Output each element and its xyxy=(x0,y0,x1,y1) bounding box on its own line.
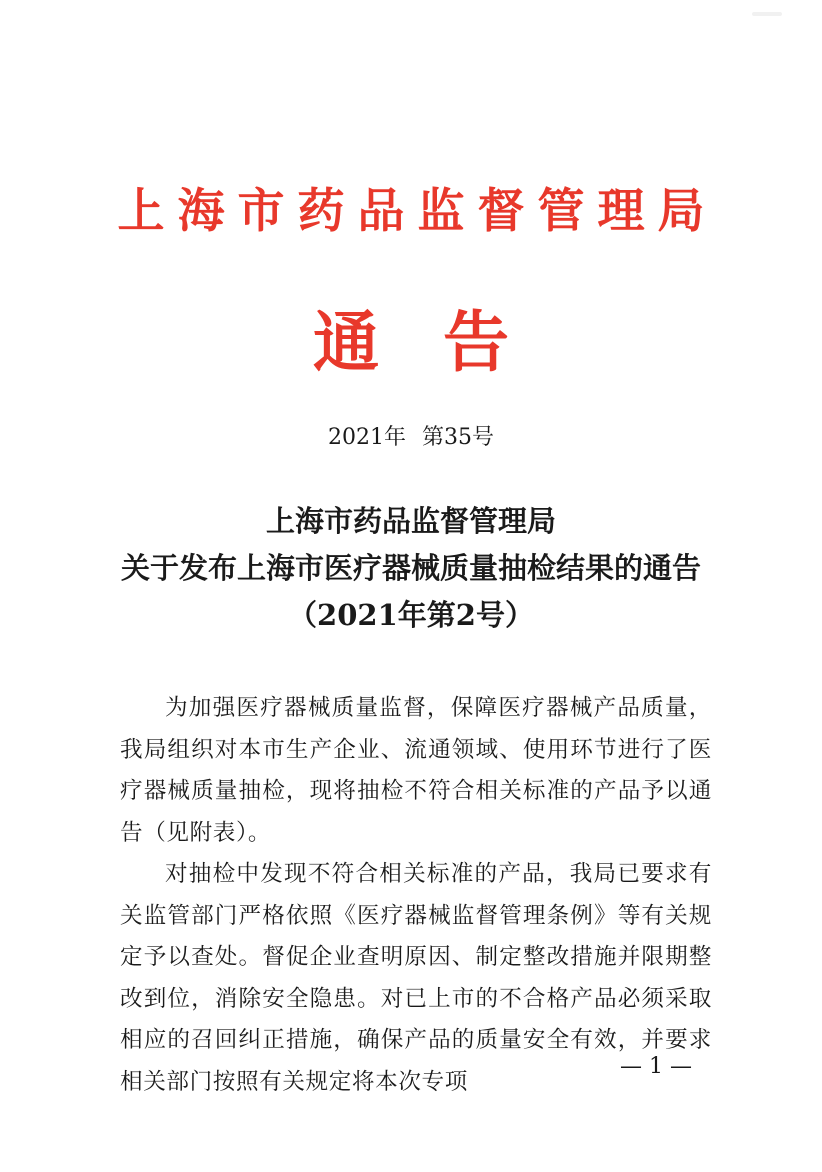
document-type-heading: 通告 xyxy=(313,303,573,381)
body-paragraph-1: 为加强医疗器械质量监督，保障医疗器械产品质量，我局组织对本市生产企业、流通领域、使用环节进行了医疗器械质量抽检，现将抽检不符合相关标准的产品予以通告（见附表）。 xyxy=(120,695,712,846)
title-line-3: （2021年第2号） xyxy=(288,598,534,632)
body-paragraph-2: 对抽检中发现不符合相关标准的产品，我局已要求有关监管部门严格依照《医疗器械监督管理条例》等有关规定予以查处。督促企业查明原因、制定整改措施并限期整改到位，消除安全隐患。对已上市的不合格产品必须采取相应的召回纠正措施，确保产品的质量安全有效，并要求相关部门按照有关规定将本次专项 xyxy=(120,861,712,1095)
notice-title xyxy=(0,498,822,639)
agency-header: 上海市药品监督管理局 xyxy=(117,184,718,239)
document-number xyxy=(0,423,822,453)
title-line-2: 关于发布上海市医疗器械质量抽检结果的通告 xyxy=(120,551,701,585)
scan-artifact xyxy=(752,12,782,16)
title-line-1: 上海市药品监督管理局 xyxy=(265,504,556,538)
document-year: 2021年 xyxy=(328,425,406,450)
document-serial: 第35号 xyxy=(422,425,494,450)
notice-body xyxy=(120,688,712,1103)
page-number: — 1 — xyxy=(620,1054,692,1079)
